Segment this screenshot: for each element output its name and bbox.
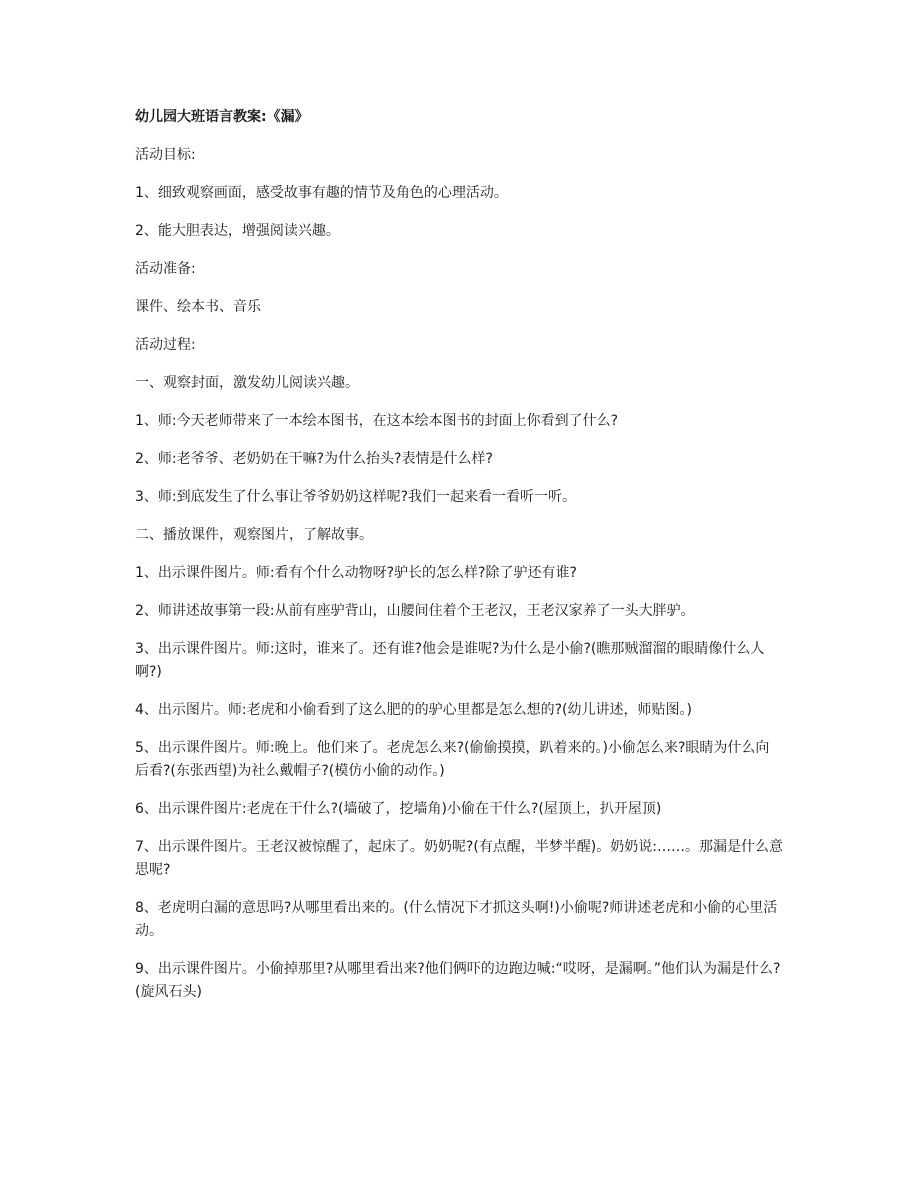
process-item: 8、老虎明白漏的意思吗?从哪里看出来的。(什么情况下才抓这头啊!)小偷呢?师讲述老虎和小偷的心里活动。 [135,900,778,939]
objective-item: 1、细致观察画面，感受故事有趣的情节及角色的心理活动。 [135,185,508,201]
process-item: 1、师:今天老师带来了一本绘本图书，在这本绘本图书的封面上你看到了什么? [135,413,619,429]
process-item: 2、师讲述故事第一段:从前有座驴背山，山腰间住着个王老汉，王老汉家养了一头大胖驴。 [135,603,695,619]
process-item: 4、出示图片。师:老虎和小偷看到了这么肥的的驴心里都是怎么想的?(幼儿讲述，师贴图。) [135,702,692,718]
preparation-materials: 课件、绘本书、音乐 [135,299,261,315]
process-item: 6、出示课件图片:老虎在干什么?(墙破了，挖墙角)小偷在干什么?(屋顶上，扒开屋顶) [135,801,662,817]
process-item: 7、出示课件图片。王老汉被惊醒了，起床了。奶奶呢?(有点醒，半梦半醒)。奶奶说:……。那漏是什么意思呢? [135,839,783,878]
process-item: 9、出示课件图片。小偷掉那里?从哪里看出来?他们俩吓的边跑边喊:“哎呀，是漏啊。”他们认为漏是什么?(旋风石头) [135,961,781,1000]
process-item: 1、出示课件图片。师:看有个什么动物呀?驴长的怎么样?除了驴还有谁? [135,565,577,581]
objective-item: 2、能大胆表达，增强阅读兴趣。 [135,223,340,239]
section-heading-objectives: 活动目标: [135,147,196,163]
section-heading-preparation: 活动准备: [135,261,196,277]
document-title: 幼儿园大班语言教案:《漏》 [135,109,309,125]
process-step-heading: 一、观察封面，激发幼儿阅读兴趣。 [135,375,359,391]
process-step-heading: 二、播放课件，观察图片，了解故事。 [135,527,373,543]
process-item: 3、师:到底发生了什么事让爷爷奶奶这样呢?我们一起来看一看听一听。 [135,489,577,505]
process-item: 2、师:老爷爷、老奶奶在干嘛?为什么抬头?表情是什么样? [135,451,493,467]
section-heading-process: 活动过程: [135,337,196,353]
process-item: 3、出示课件图片。师:这时，谁来了。还有谁?他会是谁呢?为什么是小偷?(瞧那贼溜溜的眼睛像什么人啊?) [135,641,765,680]
document-body [135,106,783,1019]
process-item: 5、出示课件图片。师:晚上。他们来了。老虎怎么来?(偷偷摸摸，趴着来的。)小偷怎么来?眼睛为什么向后看?(东张西望)为社么戴帽子?(模仿小偷的动作。) [135,740,770,779]
